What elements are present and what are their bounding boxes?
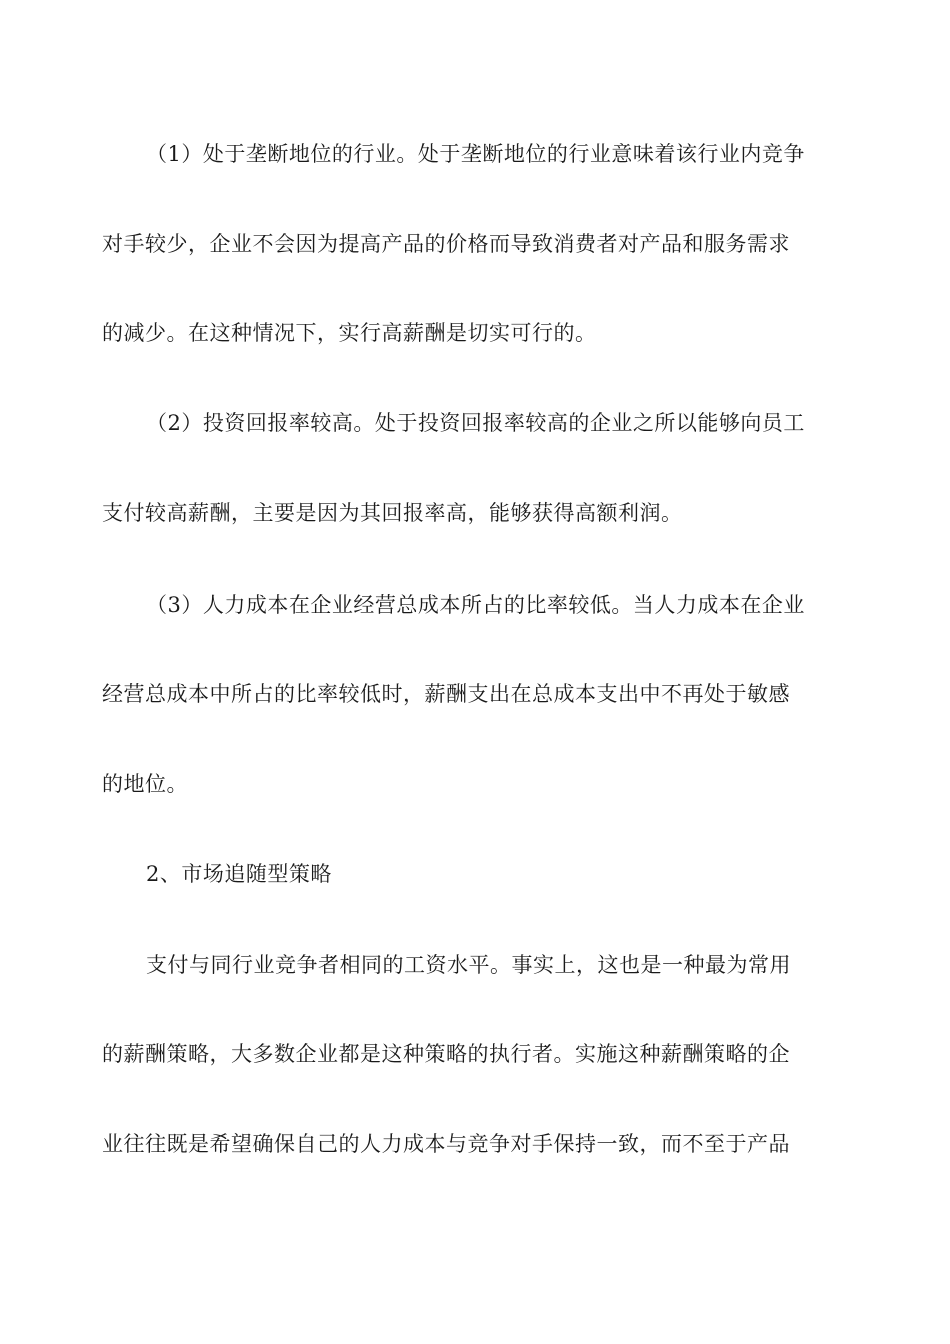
paragraph-1-line-3: 的减少。在这种情况下，实行高薪酬是切实可行的。 bbox=[102, 321, 597, 345]
paragraph-3-line-3: 的地位。 bbox=[102, 772, 188, 796]
paragraph-3-line-1: （3）人力成本在企业经营总成本所占的比率较低。当人力成本在企业 bbox=[146, 593, 805, 617]
paragraph-2-line-1: （2）投资回报率较高。处于投资回报率较高的企业之所以能够向员工 bbox=[146, 411, 805, 435]
section-heading: 2、市场追随型策略 bbox=[146, 862, 332, 886]
paragraph-1-line-1: （1）处于垄断地位的行业。处于垄断地位的行业意味着该行业内竞争 bbox=[146, 142, 805, 166]
paragraph-4-line-1: 支付与同行业竞争者相同的工资水平。事实上，这也是一种最为常用 bbox=[146, 953, 791, 977]
paragraph-3-line-2: 经营总成本中所占的比率较低时，薪酬支出在总成本支出中不再处于敏感 bbox=[102, 682, 790, 706]
paragraph-4-line-3: 业往往既是希望确保自己的人力成本与竞争对手保持一致，而不至于产品 bbox=[102, 1132, 790, 1156]
paragraph-4-line-2: 的薪酬策略，大多数企业都是这种策略的执行者。实施这种薪酬策略的企 bbox=[102, 1042, 790, 1066]
paragraph-1-line-2: 对手较少，企业不会因为提高产品的价格而导致消费者对产品和服务需求 bbox=[102, 232, 790, 256]
paragraph-2-line-2: 支付较高薪酬，主要是因为其回报率高，能够获得高额利润。 bbox=[102, 501, 683, 525]
